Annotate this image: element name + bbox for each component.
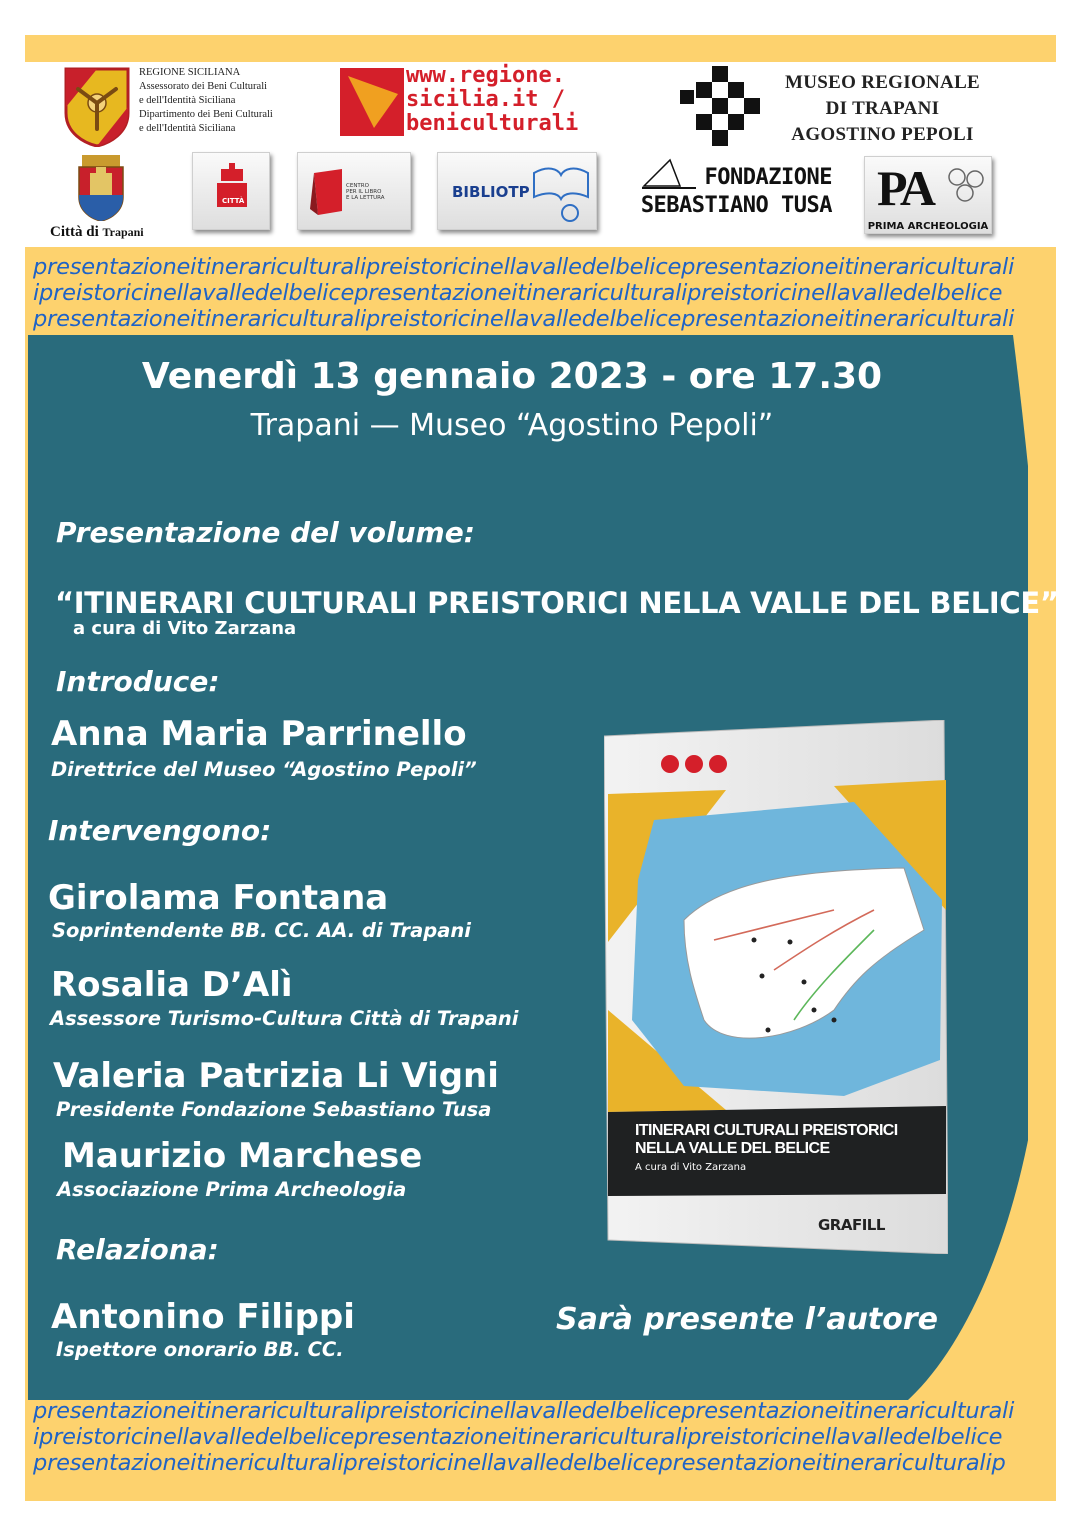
speaker-name: Valeria Patrizia Li Vigni <box>53 1056 499 1096</box>
book-title: “ITINERARI CULTURALI PREISTORICI NELLA VALLE DEL BELICE” <box>55 586 1059 620</box>
repeat-line: presentazioneitinericulturalipreistoricinellavalledelbelicepresentazioneitinerariculturalip <box>33 1450 1006 1476</box>
speaker-role: Ispettore onorario BB. CC. <box>56 1338 344 1361</box>
centro-line: E LA LETTURA <box>346 195 385 201</box>
beniculturali-url <box>406 64 578 136</box>
citta-name: Trapani <box>102 225 144 239</box>
speaker-name: Anna Maria Parrinello <box>51 714 467 754</box>
speaker-role: Direttrice del Museo “Agostino Pepoli” <box>51 758 477 781</box>
museo-pepoli-name <box>770 70 995 148</box>
museo-line: DI TRAPANI <box>825 98 940 119</box>
speaker-name: Maurizio Marchese <box>62 1136 423 1176</box>
repeat-line: presentazioneitinerariculturalipreistoricinellavalledelbelicepresentazioneitinerariculturali <box>33 306 1015 332</box>
centro-line: PER IL LIBRO <box>346 189 382 195</box>
citta-per-leggere-logo <box>192 152 270 230</box>
introduce-heading: Introduce: <box>56 665 220 698</box>
book-cover-title <box>635 1122 935 1158</box>
event-date: Venerdì 13 gennaio 2023 - ore 17.30 <box>141 356 883 397</box>
speaker-role: Presidente Fondazione Sebastiano Tusa <box>56 1098 492 1121</box>
centro-text <box>346 183 384 201</box>
spiral-icon <box>945 165 987 205</box>
bibliotp-label: BIBLIOTP <box>452 183 530 201</box>
repeat-line: presentazioneitinerariculturalipreistoricinellavalledelbelicepresentazioneitinerariculturali <box>33 1398 1015 1424</box>
fondazione-line: SEBASTIANO TUSA <box>640 193 832 218</box>
citta-per-leggere-icon <box>193 153 271 231</box>
museo-pepoli-checker-icon <box>680 66 762 146</box>
prima-archeologia-label: PRIMA ARCHEOLOGIA <box>867 221 989 232</box>
book-curator: a cura di Vito Zarzana <box>73 618 297 639</box>
fondazione-line: FONDAZIONE <box>704 165 832 190</box>
citta-logo-text: CITTÀ <box>222 197 245 205</box>
book-cover-subtitle: A cura di Vito Zarzana <box>635 1162 747 1173</box>
museo-line: AGOSTINO PEPOLI <box>791 124 974 145</box>
centro-line: CENTRO <box>346 183 369 189</box>
regione-siciliana-text <box>139 66 273 136</box>
regione-line: e dell'Identità Siciliana <box>139 123 236 134</box>
citta-label: Città di <box>50 224 99 240</box>
book-cover-image <box>604 720 948 1254</box>
relaziona-heading: Relaziona: <box>56 1233 219 1266</box>
speaker-name: Antonino Filippi <box>51 1297 355 1337</box>
pa-mark: PA <box>877 160 932 216</box>
book-cover-title-line: NELLA VALLE DEL BELICE <box>635 1140 830 1157</box>
book-cover-title-line: ITINERARI CULTURALI PREISTORICI <box>635 1122 898 1139</box>
museo-line: MUSEO REGIONALE <box>784 72 981 93</box>
citta-di-trapani-label <box>50 224 144 241</box>
regione-line: Assessorato dei Beni Culturali <box>139 81 268 92</box>
repeat-line: presentazioneitinerariculturalipreistoricinellavalledelbelicepresentazioneitinerariculturali <box>33 254 1015 280</box>
speaker-role: Associazione Prima Archeologia <box>57 1178 407 1201</box>
intervengono-heading: Intervengono: <box>48 814 272 847</box>
top-yellow-strip <box>25 35 1056 62</box>
fondazione-tusa-text <box>640 164 832 220</box>
centro-libro-lettura-logo <box>297 152 411 230</box>
bibliotp-logo <box>437 152 597 230</box>
book-cover-publisher: GRAFILL <box>818 1216 885 1234</box>
regione-line: Dipartimento dei Beni Culturali <box>139 109 273 120</box>
repeat-line: ipreistoricinellavalledelbelicepresentazioneitinerariculturalipreistoricinellavalledelbelice <box>33 1424 1003 1450</box>
presentation-heading: Presentazione del volume: <box>56 516 475 549</box>
speaker-name: Girolama Fontana <box>48 878 389 918</box>
author-present-note: Sarà presente l’autore <box>556 1302 939 1337</box>
speaker-name: Rosalia D’Alì <box>51 965 293 1005</box>
event-venue: Trapani — Museo “Agostino Pepoli” <box>250 408 774 443</box>
url-line: sicilia.it / <box>406 87 565 112</box>
regione-line: REGIONE SICILIANA <box>139 67 241 78</box>
open-book-icon <box>530 159 592 225</box>
speaker-role: Assessore Turismo-Cultura Città di Trapani <box>50 1007 519 1030</box>
url-line: beniculturali <box>406 111 579 136</box>
url-line: www.regione. <box>406 63 565 88</box>
repeat-line: ipreistoricinellavalledelbelicepresentazioneitinerariculturalipreistoricinellavalledelbelice <box>33 280 1003 306</box>
regione-siciliana-crest-icon <box>64 67 130 147</box>
trapani-crest-icon <box>76 155 126 221</box>
regione-line: e dell'Identità Siciliana <box>139 95 236 106</box>
speaker-role: Soprintendente BB. CC. AA. di Trapani <box>52 919 471 942</box>
